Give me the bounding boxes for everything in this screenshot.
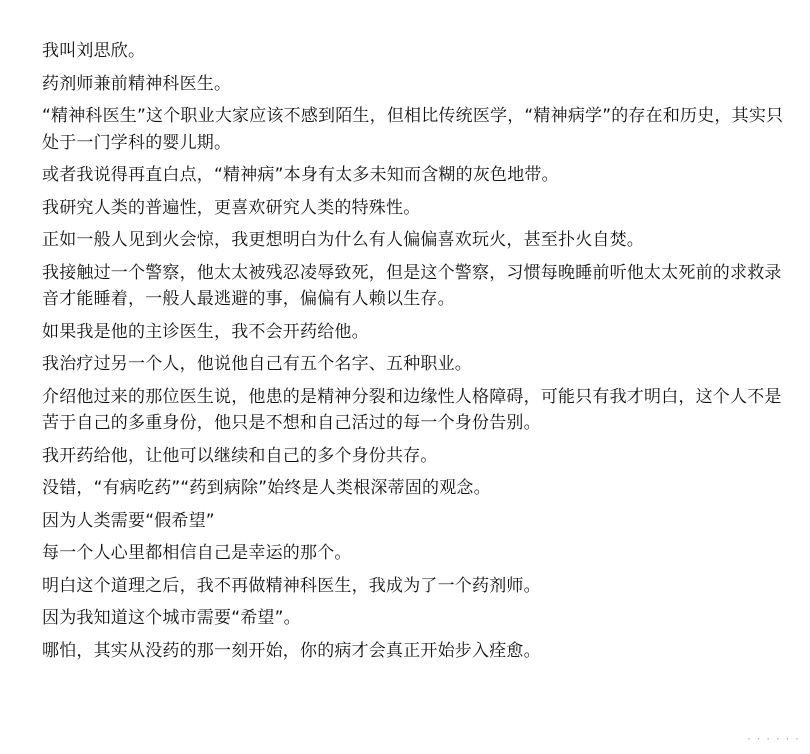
paragraph-14: 每一个人心里都相信自己是幸运的那个。 xyxy=(42,543,352,563)
paragraph-7: 我接触过一个警察，他太太被残忍凌辱致死，但是这个警察，习惯每晚睡前听他太太死前的求救录音才能睡着，一般人最逃避的事，偏偏有人赖以生存。 xyxy=(42,262,782,309)
paragraph-5: 我研究人类的普遍性，更喜欢研究人类的特殊性。 xyxy=(42,197,421,218)
paragraph-4: 或者我说得再直白点，“精神病”本身有太多未知而含糊的灰色地带。 xyxy=(42,165,559,185)
paragraph-16: 因为我知道这个城市需要“希望”。 xyxy=(42,608,301,628)
paragraph-1: 我叫刘思欣。 xyxy=(42,41,146,61)
paragraph-3: “精神科医生”这个职业大家应该不感到陌生，但相比传统医学，“精神病学”的存在和历史，其实只处于一门学科的婴儿期。 xyxy=(42,106,784,153)
document-body xyxy=(42,38,794,670)
paragraph-9: 我治疗过另一个人，他说他自己有五个名字、五种职业。 xyxy=(42,354,472,374)
paragraph-11: 我开药给他，让他可以继续和自己的多个身份共存。 xyxy=(42,445,438,466)
paragraph-12: 没错，“有病吃药”“药到病除”始终是人类根深蒂固的观念。 xyxy=(42,478,491,498)
paragraph-10: 介绍他过来的那位医生说，他患的是精神分裂和边缘性人格障碍，可能只有我才明白，这个人不是苦于自己的多重身份，他只是不想和自己活过的每一个身份告别。 xyxy=(42,386,782,433)
paragraph-2: 药剂师兼前精神科医生。 xyxy=(42,73,232,94)
paragraph-15: 明白这个道理之后，我不再做精神科医生，我成为了一个药剂师。 xyxy=(42,575,541,596)
watermark: · · · · · · xyxy=(747,732,800,746)
paragraph-13: 因为人类需要“假希望” xyxy=(42,510,215,531)
paragraph-8: 如果我是他的主诊医生，我不会开药给他。 xyxy=(42,321,369,342)
paragraph-6: 正如一般人见到火会惊，我更想明白为什么有人偏偏喜欢玩火，甚至扑火自焚。 xyxy=(42,230,644,250)
paragraph-17: 哪怕，其实从没药的那一刻开始，你的病才会真正开始步入痊愈。 xyxy=(42,640,541,661)
